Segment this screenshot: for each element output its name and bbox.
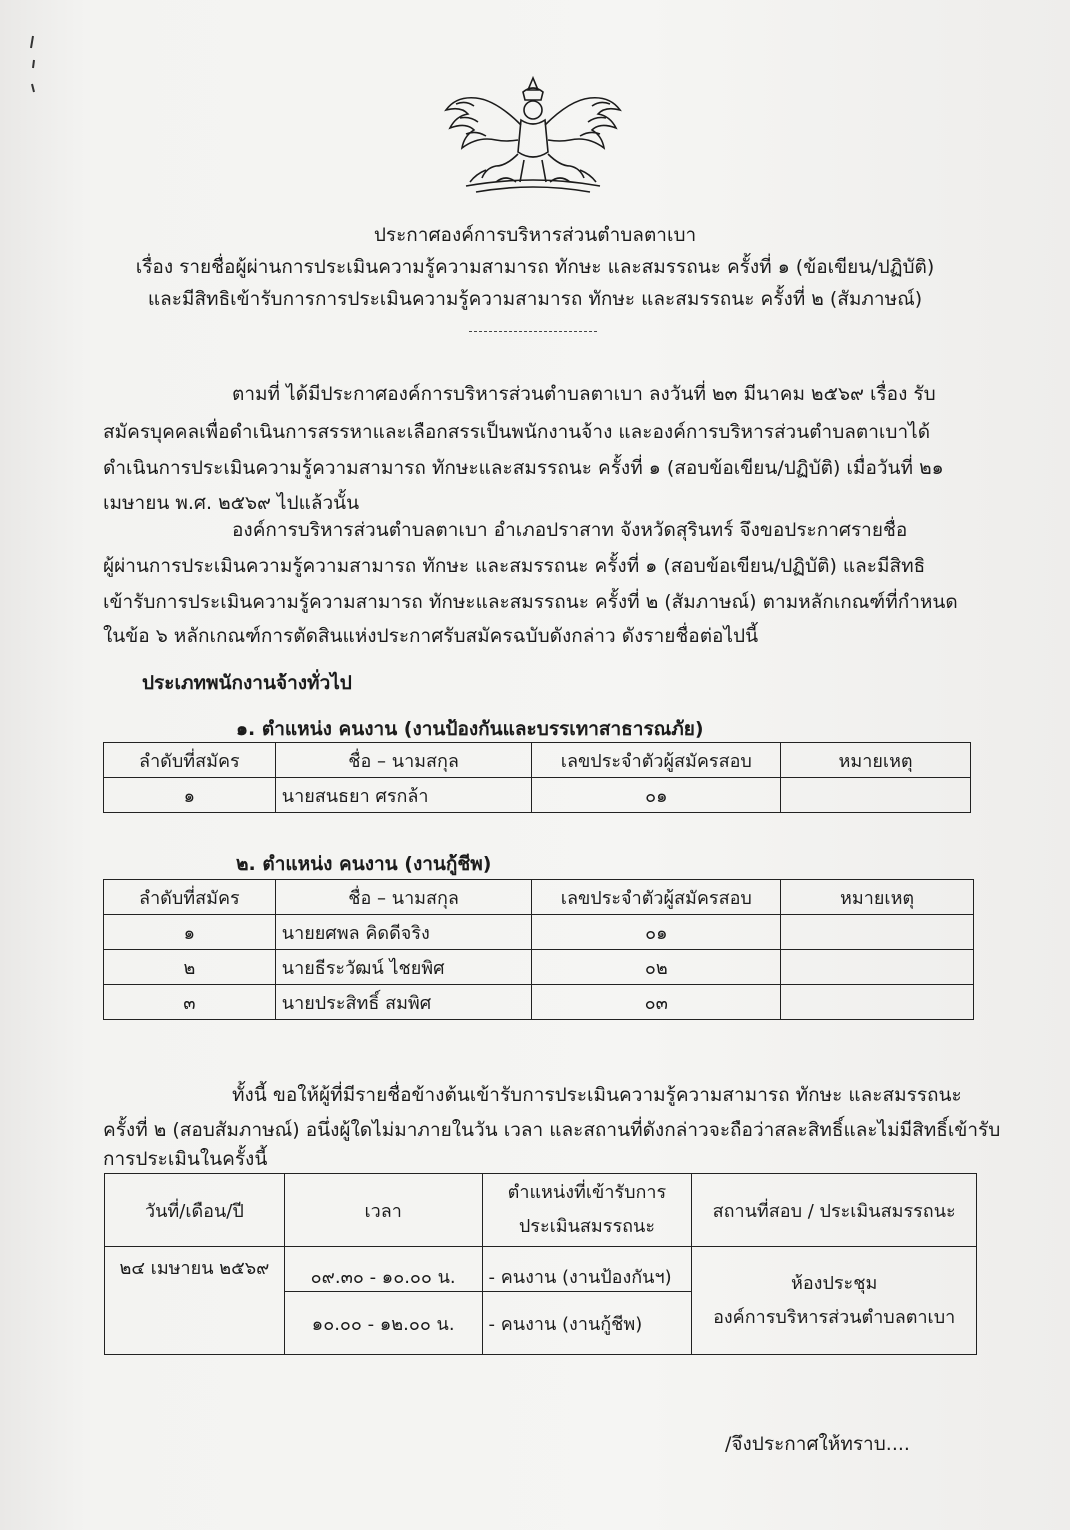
paragraph-2-line-2: ผู้ผ่านการประเมินความรู้ความสามารถ ทักษะ และสมรรถนะ ครั้งที่ ๑ (สอบข้อเขียน/ปฏิบัติ) และมีสิทธิ <box>103 555 926 577</box>
cell-time-2: ๑๐.๐๐ - ๑๒.๐๐ น. <box>284 1292 482 1355</box>
cell-name: นายประสิทธิ์ สมพิศ <box>275 985 532 1020</box>
header-date: วันที่/เดือน/ปี <box>105 1174 285 1247</box>
subject-line-1: เรื่อง รายชื่อผู้ผ่านการประเมินความรู้ความสามารถ ทักษะ และสมรรถนะ ครั้งที่ ๑ (ข้อเขียน/ปฏิบัติ) <box>135 256 935 278</box>
cell-applicant-id: ๐๑ <box>532 778 781 813</box>
cell-date: ๒๔ เมษายน ๒๕๖๙ <box>105 1247 285 1355</box>
paragraph-2-line-3: เข้ารับการประเมินความรู้ความสามารถ ทักษะและสมรรถนะ ครั้งที่ ๒ (สัมภาษณ์) ตามหลักเกณฑ์ที่กำหนด <box>103 591 958 613</box>
paragraph-2-line-1: องค์การบริหารส่วนตำบลตาเบา อำเภอปราสาท จังหวัดสุรินทร์ จึงขอประกาศรายชื่อ <box>232 519 908 541</box>
header-order: ลำดับที่สมัคร <box>104 880 276 915</box>
staple-mark <box>28 34 38 94</box>
table-header-row <box>104 743 971 778</box>
cell-note <box>781 985 974 1020</box>
header-note: หมายเหตุ <box>781 880 974 915</box>
cell-applicant-id: ๐๑ <box>532 915 781 950</box>
table-row <box>104 950 974 985</box>
cell-name: นายธีระวัฒน์ ไชยพิศ <box>275 950 532 985</box>
cell-time-1: ๐๙.๓๐ - ๑๐.๐๐ น. <box>284 1247 482 1292</box>
garuda-emblem <box>436 70 630 200</box>
position-1-title: ๑. ตำแหน่ง คนงาน (งานป้องกันและบรรเทาสาธารณภัย) <box>236 718 704 740</box>
position-1-table <box>103 742 971 813</box>
schedule-row <box>105 1247 977 1292</box>
header-position-line-1: ตำแหน่งที่เข้ารับการ <box>507 1182 667 1203</box>
cell-note <box>781 950 974 985</box>
table-header-row <box>104 880 974 915</box>
schedule-header-row <box>105 1174 977 1247</box>
table-row <box>104 985 974 1020</box>
cell-order: ๒ <box>104 950 276 985</box>
title-divider <box>469 331 597 332</box>
cell-name: นายยศพล คิดดีจริง <box>275 915 532 950</box>
continuation-text: /จึงประกาศให้ทราบ.... <box>725 1433 910 1455</box>
header-name: ชื่อ – นามสกุล <box>275 880 532 915</box>
table-row <box>104 778 971 813</box>
cell-position-2: - คนงาน (งานกู้ชีพ) <box>482 1292 692 1355</box>
header-place: สถานที่สอบ / ประเมินสมรรถนะ <box>692 1174 977 1247</box>
org-title: ประกาศองค์การบริหารส่วนตำบลตาเบา <box>373 224 697 246</box>
paragraph-2-line-4: ในข้อ ๖ หลักเกณฑ์การตัดสินแห่งประกาศรับสมัครฉบับดังกล่าว ดังรายชื่อต่อไปนี้ <box>103 625 759 647</box>
position-2-title: ๒. ตำแหน่ง คนงาน (งานกู้ชีพ) <box>236 853 492 875</box>
paragraph-1-line-3: ดำเนินการประเมินความรู้ความสามารถ ทักษะและสมรรถนะ ครั้งที่ ๑ (สอบข้อเขียน/ปฏิบัติ) เมื่อวันที่ ๒๑ <box>103 457 944 479</box>
header-time: เวลา <box>284 1174 482 1247</box>
cell-order: ๑ <box>104 915 276 950</box>
header-order: ลำดับที่สมัคร <box>104 743 276 778</box>
table-row <box>104 915 974 950</box>
cell-position-1: - คนงาน (งานป้องกันฯ) <box>482 1247 692 1292</box>
cell-note <box>781 778 971 813</box>
closing-line-3: การประเมินในครั้งนี้ <box>103 1148 268 1170</box>
paragraph-1-line-1: ตามที่ ได้มีประกาศองค์การบริหารส่วนตำบลตาเบา ลงวันที่ ๒๓ มีนาคม ๒๕๖๙ เรื่อง รับ <box>232 383 936 405</box>
category-heading: ประเภทพนักงานจ้างทั่วไป <box>142 672 352 694</box>
header-position-line-2: ประเมินสมรรถนะ <box>518 1216 655 1237</box>
schedule-table <box>104 1173 977 1355</box>
position-2-table <box>103 879 974 1020</box>
cell-order: ๑ <box>104 778 276 813</box>
cell-name: นายสนธยา ศรกล้า <box>275 778 532 813</box>
header-position <box>482 1174 692 1247</box>
place-line-2: องค์การบริหารส่วนตำบลตาเบา <box>713 1306 956 1328</box>
header-applicant-id: เลขประจำตัวผู้สมัครสอบ <box>532 743 781 778</box>
place-line-1: ห้องประชุม <box>791 1272 878 1294</box>
paragraph-1-line-4: เมษายน พ.ศ. ๒๕๖๙ ไปแล้วนั้น <box>103 492 360 514</box>
header-applicant-id: เลขประจำตัวผู้สมัครสอบ <box>532 880 781 915</box>
cell-applicant-id: ๐๓ <box>532 985 781 1020</box>
header-name: ชื่อ – นามสกุล <box>275 743 532 778</box>
header-note: หมายเหตุ <box>781 743 971 778</box>
closing-line-2: ครั้งที่ ๒ (สอบสัมภาษณ์) อนึ่งผู้ใดไม่มาภายในวัน เวลา และสถานที่ดังกล่าวจะถือว่าสละสิทธิ์และไม่มีสิทธิ์เข้ารับ <box>103 1119 1001 1141</box>
cell-order: ๓ <box>104 985 276 1020</box>
paragraph-1-line-2: สมัครบุคคลเพื่อดำเนินการสรรหาและเลือกสรรเป็นพนักงานจ้าง และองค์การบริหารส่วนตำบลตาเบาได้ <box>103 421 931 443</box>
cell-note <box>781 915 974 950</box>
subject-line-2: และมีสิทธิเข้ารับการการประเมินความรู้ความสามารถ ทักษะ และสมรรถนะ ครั้งที่ ๒ (สัมภาษณ์) <box>147 288 923 310</box>
cell-applicant-id: ๐๒ <box>532 950 781 985</box>
cell-place <box>692 1247 977 1355</box>
closing-line-1: ทั้งนี้ ขอให้ผู้ที่มีรายชื่อข้างต้นเข้ารับการประเมินความรู้ความสามารถ ทักษะ และสมรรถนะ <box>232 1084 962 1106</box>
